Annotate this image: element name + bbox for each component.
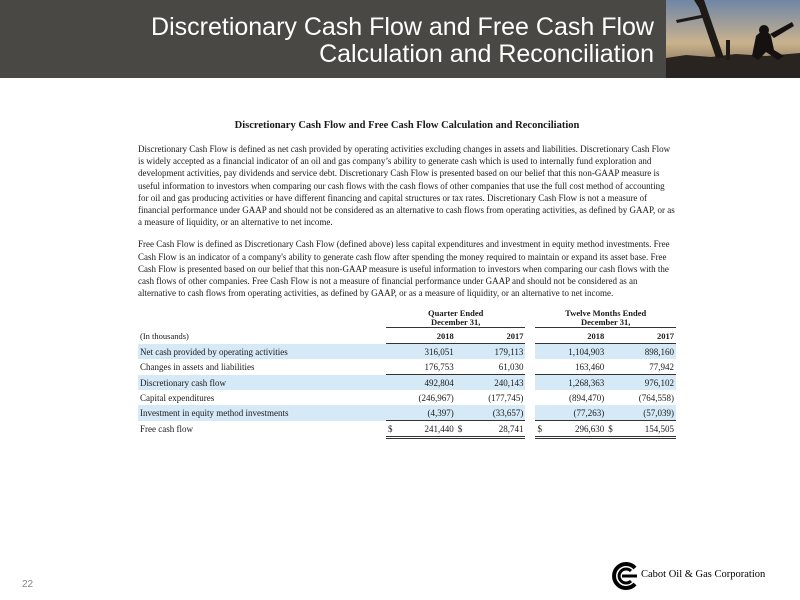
row-value: (33,657)	[468, 405, 526, 421]
page-number: 22	[22, 579, 34, 590]
drilling-rig-silhouette-icon	[666, 0, 800, 78]
row-value: 976,102	[618, 375, 676, 391]
slide-header	[0, 0, 800, 78]
row-label: Investment in equity method investments	[138, 405, 386, 421]
year-header: 2017	[606, 328, 676, 344]
currency-symbol: $	[606, 421, 618, 438]
row-label: Discretionary cash flow	[138, 375, 386, 391]
slide-title	[151, 14, 654, 68]
row-value: 296,630	[547, 421, 606, 438]
table-row	[138, 359, 676, 375]
quarter-ended-header: Quarter Ended December 31,	[386, 309, 525, 328]
row-value: (246,967)	[418, 392, 454, 403]
reconciliation-document	[138, 120, 676, 439]
row-value: 176,753	[398, 359, 456, 375]
row-value: (894,470)	[569, 392, 605, 403]
table-row	[138, 375, 676, 391]
drilling-rig-photo	[666, 0, 800, 78]
year-header: 2018	[386, 328, 456, 344]
row-value: 492,804	[398, 375, 456, 391]
cabot-logo-icon	[611, 562, 639, 590]
slide-title-line-2: Calculation and Reconciliation	[319, 40, 654, 68]
table-row	[138, 405, 676, 421]
row-value: 241,440	[398, 421, 456, 438]
document-title: Discretionary Cash Flow and Free Cash Flow Calculation and Reconciliation	[234, 120, 580, 131]
reconciliation-table	[138, 309, 676, 439]
year-header: 2017	[456, 328, 526, 344]
company-logo	[611, 561, 791, 591]
row-value: (764,558)	[638, 392, 674, 403]
row-value: (177,745)	[488, 392, 524, 403]
row-value: 154,505	[618, 421, 676, 438]
table-year-header-row	[138, 328, 676, 344]
row-label: Changes in assets and liabilities	[140, 362, 255, 373]
free-cash-flow-definition: Free Cash Flow is defined as Discretionary Cash Flow (defined above) less capital expenditures and investment in equity method investments. Free Cash Flow is an indicator of a company's ability to generate cash flow after spending the money required to maintain or expand its asset base. Free Cash Flow is presented based on our belief that this non-GAAP measure is useful information to investors when comparing our cash flows with the cash flows of other companies. Free Cash Flow is not a measure of financial performance under GAAP and should not be considered as an alternative to cash flows from operating activities, as defined by GAAP, or as a measure of liquidity, or an alternative to net income.	[138, 239, 670, 299]
table-row	[138, 344, 676, 360]
row-value: 240,143	[468, 375, 526, 391]
row-value: (4,397)	[398, 405, 456, 421]
twelve-months-ended-header: Twelve Months Ended December 31,	[535, 309, 676, 328]
row-label: Capital expenditures	[140, 392, 215, 403]
slide-title-line-1: Discretionary Cash Flow and Free Cash Flow	[151, 13, 654, 41]
row-value: 898,160	[618, 344, 676, 360]
currency-symbol: $	[386, 421, 398, 438]
year-header: 2018	[535, 328, 606, 344]
row-value: (57,039)	[618, 405, 676, 421]
unit-label: (In thousands)	[140, 330, 189, 341]
currency-symbol: $	[535, 421, 547, 438]
row-value: 1,268,363	[547, 375, 606, 391]
row-value: (77,263)	[547, 405, 606, 421]
table-group-header-row	[138, 309, 676, 328]
row-value: 1,104,903	[547, 344, 606, 360]
row-value: 163,460	[547, 359, 606, 375]
table-row	[138, 390, 676, 405]
discretionary-cash-flow-definition: Discretionary Cash Flow is defined as net cash provided by operating activities excluding changes in assets and liabilities. Discretionary Cash Flow is widely accepted as a financial indicator of an oil and gas company’s ability to generate cash which is used to internally fund exploration and development activities, pay dividends and service debt. Discretionary Cash Flow is presented based on our belief that this non-GAAP measure is useful information to investors when comparing our cash flows with the cash flows of other companies that use the full cost method of accounting for oil and gas producing activities or have different financing and capital structures or tax rates. Discretionary Cash Flow is not a measure of financial performance under GAAP and should not be considered as an alternative to cash flows from operating activities, as defined by GAAP, or as a measure of liquidity, or an alternative to net income.	[138, 144, 675, 228]
row-label: Net cash provided by operating activities	[138, 344, 386, 360]
row-value: 77,942	[618, 359, 676, 375]
company-name: Cabot Oil & Gas Corporation	[641, 569, 766, 580]
currency-symbol: $	[456, 421, 468, 438]
row-value: 28,741	[468, 421, 526, 438]
row-label: Free cash flow	[140, 424, 193, 435]
row-value: 179,113	[468, 344, 526, 360]
row-value: 316,051	[398, 344, 456, 360]
table-row	[138, 421, 676, 438]
row-value: 61,030	[468, 359, 526, 375]
